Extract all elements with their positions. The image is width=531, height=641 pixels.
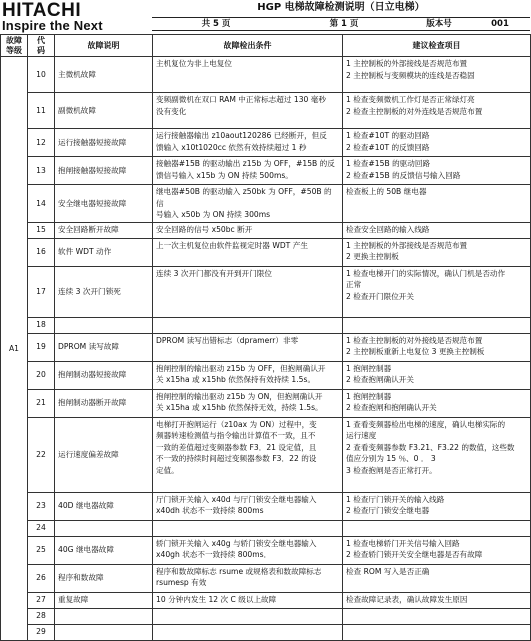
table-row — [1, 492, 531, 520]
check-advice — [343, 520, 531, 536]
check-advice-line: 2 主控制板与变频模块的连线是否稳固 — [346, 70, 475, 80]
check-advice — [343, 222, 531, 238]
fault-condition — [153, 536, 343, 564]
fault-code: 15 — [28, 222, 55, 238]
fault-code: 12 — [28, 129, 55, 157]
check-advice-line: 运行速度 — [346, 431, 377, 440]
check-advice-line: 1 抱闸控制器 — [346, 363, 392, 373]
check-advice — [343, 417, 531, 492]
fault-name — [55, 624, 153, 640]
fault-condition — [153, 266, 343, 317]
table-row — [1, 157, 531, 185]
fault-condition — [153, 129, 343, 157]
table-row — [1, 417, 531, 492]
version-label: 版本号 — [426, 19, 452, 29]
fault-condition — [153, 492, 343, 520]
col-code-header: 代 码 — [28, 35, 55, 57]
fault-name: 安全继电器短接故障 — [55, 185, 153, 223]
fault-name: DPROM 读写故障 — [55, 333, 153, 361]
fault-code: 14 — [28, 185, 55, 223]
fault-condition-line: 号输入 x50b 为 ON 持续 300ms — [156, 210, 271, 219]
fault-code: 26 — [28, 564, 55, 592]
check-advice-line: 正常 — [346, 280, 362, 289]
table-row — [1, 608, 531, 624]
check-advice — [343, 333, 531, 361]
fault-grade: A1 — [1, 57, 28, 641]
fault-name: 抱闸制动器断开故障 — [55, 389, 153, 417]
fault-name: 运行速度偏差故障 — [55, 417, 153, 492]
check-advice — [343, 536, 531, 564]
fault-condition-line: 连续 3 次开门都没有开到开门限位 — [156, 268, 272, 278]
check-advice-line: 检查故障记录表，确认故障发生原因 — [346, 594, 468, 604]
document-title: HGP 电梯故障检测说明（日立电梯） — [257, 2, 425, 13]
table-row — [1, 57, 531, 93]
table-row — [1, 536, 531, 564]
document-header — [0, 0, 530, 36]
check-advice — [343, 361, 531, 389]
fault-code: 13 — [28, 157, 55, 185]
table-row — [1, 592, 531, 608]
fault-condition-line: 厅门锁开关输入 x40d 与厅门锁安全继电器输入 — [156, 494, 317, 504]
col-condition-header: 故障检出条件 — [153, 35, 343, 57]
document-meta — [152, 17, 530, 31]
check-advice-line: 2 检查#15B 的反馈信号输入回路 — [346, 170, 461, 180]
fault-condition-line: 没有变化 — [156, 106, 187, 116]
check-advice-line: 检查安全回路的输入线路 — [346, 224, 430, 234]
total-pages: 共 5 页 — [201, 19, 231, 29]
brand-tagline: Inspire the Next — [2, 18, 103, 33]
check-advice — [343, 57, 531, 93]
table-row — [1, 389, 531, 417]
fault-condition-line: 馈信号输入 x15b 为 ON 持续 500ms。 — [156, 170, 293, 180]
fault-name: 40D 继电器故障 — [55, 492, 153, 520]
fault-name: 重复故障 — [55, 592, 153, 608]
check-advice — [343, 157, 531, 185]
fault-condition-line: rsumesp 有效 — [156, 578, 207, 587]
fault-condition-line: 安全回路的信号 x50bc 断开 — [156, 224, 253, 234]
fault-condition-line: 变频副微机在双口 RAM 中正常标志超过 130 毫秒 — [156, 95, 326, 104]
check-advice — [343, 389, 531, 417]
fault-name: 安全回路断开故障 — [55, 222, 153, 238]
check-advice-line: 检查 ROM 写入是否正确 — [346, 566, 430, 576]
fault-name — [55, 608, 153, 624]
fault-condition-line: 主机复位为非上电复位 — [156, 59, 232, 68]
check-advice-line: 2 更换主控制板 — [346, 252, 399, 261]
table-row — [1, 333, 531, 361]
fault-code: 25 — [28, 536, 55, 564]
check-advice — [343, 624, 531, 640]
fault-code: 10 — [28, 57, 55, 93]
fault-condition-line: 定值。 — [156, 465, 179, 475]
fault-condition — [153, 238, 343, 266]
fault-code: 19 — [28, 333, 55, 361]
check-advice — [343, 317, 531, 333]
check-advice-line: 2 检查轿门锁开关安全继电器是否有故障 — [346, 550, 483, 559]
check-advice-line: 1 检查电梯开门的实际情况，确认门机是否动作 — [346, 268, 506, 278]
check-advice-line: 1 主控制板的外部接线是否规范布置 — [346, 59, 468, 68]
check-advice-line: 2 检查抱闸和抱闸确认开关 — [346, 403, 437, 412]
fault-name: 副微机故障 — [55, 93, 153, 129]
fault-code: 17 — [28, 266, 55, 317]
check-advice-line: 1 抱闸控制器 — [346, 391, 392, 401]
fault-condition-line: 10 分钟内发生 12 次 C 级以上故障 — [156, 594, 277, 604]
fault-condition-line: x40dh 状态不一致持续 800ms — [156, 506, 264, 515]
check-advice — [343, 492, 531, 520]
table-row — [1, 624, 531, 640]
col-advice-header: 建议检查项目 — [343, 35, 531, 57]
fault-condition-line: DPROM 读写出错标志（dpramerr）非零 — [156, 335, 299, 345]
hitachi-logo — [2, 1, 152, 35]
check-advice-line: 2 检查主控制板的对外连线是否规范布置 — [346, 106, 483, 116]
fault-condition-line: 关 x15ha 或 x15hb 依然保持有效持续 1.5s。 — [156, 375, 316, 384]
fault-name: 主微机故障 — [55, 57, 153, 93]
table-row — [1, 564, 531, 592]
table-row — [1, 361, 531, 389]
table-row — [1, 222, 531, 238]
fault-code: 22 — [28, 417, 55, 492]
check-advice — [343, 129, 531, 157]
check-advice-line: 1 检查厅门锁开关的输入线路 — [346, 494, 445, 504]
fault-condition-line: 上一次主机复位由软件监视定时器 WDT 产生 — [156, 240, 308, 250]
fault-condition-line: 轿门锁开关输入 x40g 与轿门锁安全继电器输入 — [156, 538, 317, 548]
fault-table — [0, 34, 531, 641]
col-grade-header: 故障 等级 — [1, 35, 28, 57]
table-row — [1, 238, 531, 266]
check-advice-line: 2 检查抱闸确认开关 — [346, 375, 414, 384]
brand-name: HITACHI — [2, 0, 82, 21]
check-advice-line: 检查板上的 50B 继电器 — [346, 187, 427, 196]
fault-condition — [153, 520, 343, 536]
table-body — [1, 57, 531, 641]
fault-code: 20 — [28, 361, 55, 389]
fault-condition — [153, 592, 343, 608]
check-advice-line: 1 检查变频微机工作灯是否正常绿灯亮 — [346, 95, 475, 104]
table-row — [1, 93, 531, 129]
check-advice — [343, 238, 531, 266]
fault-name: 40G 继电器故障 — [55, 536, 153, 564]
fault-name: 抱闸制动器短接故障 — [55, 361, 153, 389]
fault-condition — [153, 624, 343, 640]
fault-name: 软件 WDT 动作 — [55, 238, 153, 266]
fault-condition-line: 程序和数故障标志 rsume 或规格表和数故障标志 — [156, 566, 322, 576]
check-advice — [343, 185, 531, 223]
fault-name — [55, 520, 153, 536]
fault-condition — [153, 57, 343, 93]
check-advice — [343, 564, 531, 592]
check-advice-line: 2 查看变频器参数 F3.21、F3.22 的数值，这些数 — [346, 442, 515, 452]
fault-code: 24 — [28, 520, 55, 536]
version-number: 001 — [491, 19, 509, 29]
fault-condition — [153, 608, 343, 624]
fault-condition-line: 接触器#15B 的驱动输出 z15b 为 OFF，#15B 的反 — [156, 159, 335, 168]
page-number: 第 1 页 — [329, 19, 359, 29]
fault-condition — [153, 157, 343, 185]
check-advice — [343, 608, 531, 624]
check-advice-line: 1 主控制板的外部接线是否规范布置 — [346, 240, 468, 250]
fault-condition-line: x40gh 状态不一致持续 800ms． — [156, 550, 272, 559]
fault-condition-line: 一致的差值超过变频器参数 F3．21 设定值，且 — [156, 442, 317, 452]
check-advice-line: 1 查看变频器检出电梯的速度，确认电梯实际的 — [346, 419, 506, 429]
check-advice-line: 2 检查开门限位开关 — [346, 291, 414, 301]
fault-condition-line: 不一致的持续时间超过变频器参数 F3．22 的设 — [156, 454, 317, 463]
table-row — [1, 266, 531, 317]
fault-condition — [153, 317, 343, 333]
check-advice — [343, 592, 531, 608]
fault-condition-line: 电梯打开抱闸运行（z10ax 为 ON）过程中，变 — [156, 419, 317, 429]
fault-condition — [153, 185, 343, 223]
check-advice-line: 2 检查厅门锁安全继电器 — [346, 506, 430, 515]
check-advice — [343, 266, 531, 317]
fault-condition — [153, 93, 343, 129]
check-advice-line: 值应分别为 15 ％、0 ． 3 — [346, 454, 436, 463]
fault-code: 23 — [28, 492, 55, 520]
fault-condition-line: 关 x15ha 或 x15hb 依然保持无效，持续 1.5s。 — [156, 403, 323, 412]
check-advice — [343, 93, 531, 129]
check-advice-line: 2 主控制板重新上电复位 3 更换主控制板 — [346, 347, 485, 356]
col-name-header: 故障说明 — [55, 35, 153, 57]
check-advice-line: 1 检查#15B 的驱动回路 — [346, 159, 431, 168]
fault-condition-line: 运行接触器输出 z10aout120286 已经断开，但反 — [156, 131, 327, 140]
fault-code: 21 — [28, 389, 55, 417]
check-advice-line: 1 检查电梯轿门开关信号输入回路 — [346, 538, 460, 548]
check-advice-line: 3 检查抱闸是否正常打开。 — [346, 465, 437, 475]
fault-code: 28 — [28, 608, 55, 624]
fault-code: 11 — [28, 93, 55, 129]
table-header-row — [1, 35, 531, 57]
fault-condition — [153, 361, 343, 389]
fault-code: 29 — [28, 624, 55, 640]
table-row — [1, 317, 531, 333]
fault-name: 连续 3 次开门锁死 — [55, 266, 153, 317]
fault-name — [55, 317, 153, 333]
table-row — [1, 185, 531, 223]
check-advice-line: 1 检查主控制板的对外接线是否规范布置 — [346, 335, 483, 345]
table-row — [1, 129, 531, 157]
fault-condition-line: 馈输入 x10t1020cc 依然有效持续超过 1 秒 — [156, 142, 307, 152]
table-row — [1, 520, 531, 536]
fault-condition — [153, 389, 343, 417]
fault-name: 程序和数故障 — [55, 564, 153, 592]
check-advice-line: 1 检查#10T 的驱动回路 — [346, 131, 430, 140]
fault-code: 18 — [28, 317, 55, 333]
fault-condition-line: 抱闸控制的输出驱动 z15b 为 ON，但抱闸确认开 — [156, 391, 323, 401]
fault-condition-line: 继电器#50B 的驱动输入 z50bk 为 OFF，#50B 的信 — [156, 187, 332, 208]
fault-code: 16 — [28, 238, 55, 266]
fault-condition — [153, 417, 343, 492]
fault-condition-line: 抱闸控制的输出驱动 z15b 为 OFF，但抱闸确认开 — [156, 363, 326, 373]
fault-condition — [153, 222, 343, 238]
check-advice-line: 2 检查#10T 的反馈回路 — [346, 142, 430, 152]
fault-name: 抱闸接触器短接故障 — [55, 157, 153, 185]
fault-code: 27 — [28, 592, 55, 608]
fault-condition — [153, 564, 343, 592]
fault-name: 运行接触器短接故障 — [55, 129, 153, 157]
fault-condition-line: 频器转速检测值与指令输出计算值不一致，且不 — [156, 431, 316, 440]
fault-condition — [153, 333, 343, 361]
